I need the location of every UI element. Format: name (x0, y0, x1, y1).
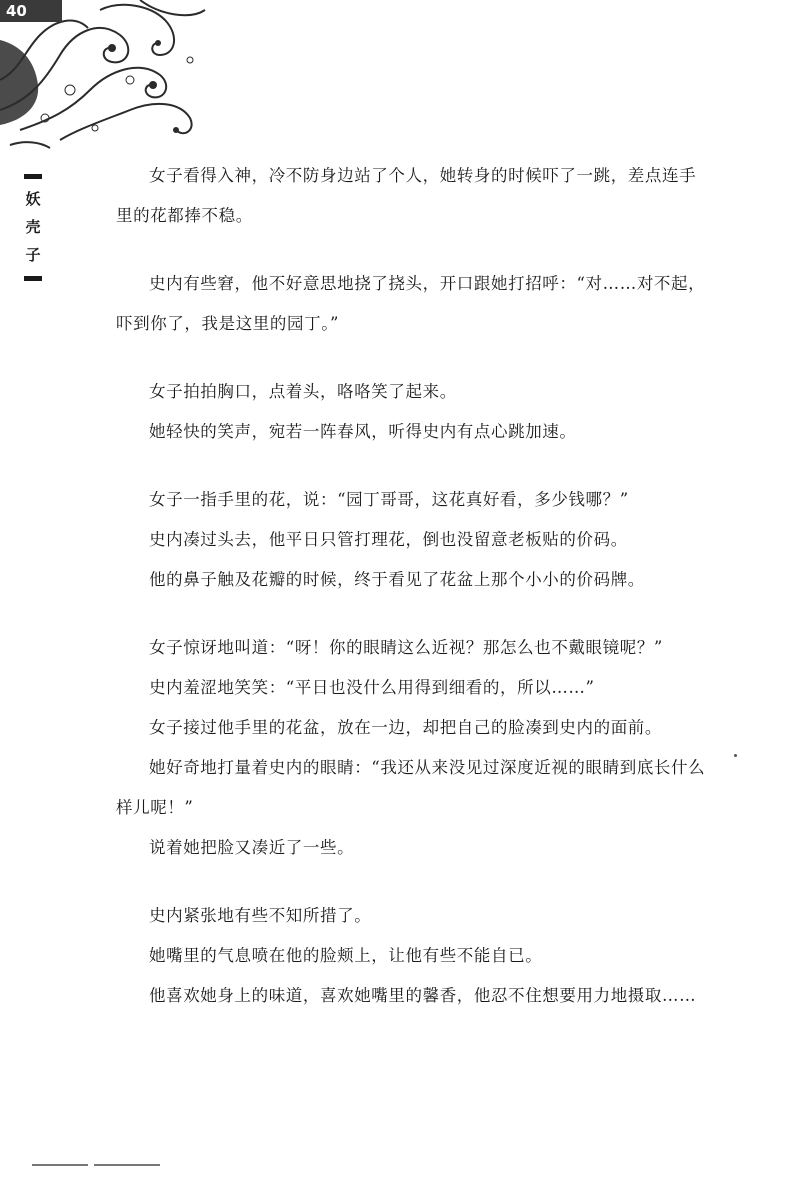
title-bottom-bracket (24, 276, 42, 281)
title-char: 壳 (25, 218, 41, 236)
paragraph: 女子拍拍胸口，点着头，咯咯笑了起来。 (149, 382, 457, 401)
paragraph: 女子一指手里的花，说：“园丁哥哥，这花真好看，多少钱哪？” (149, 490, 629, 509)
footer-line (32, 1164, 88, 1166)
paragraph: 女子看得入神，冷不防身边站了个人，她转身的时候吓了一跳，差点连手里的花都捧不稳。 (116, 166, 697, 225)
paragraph: 她嘴里的气息喷在他的脸颊上，让他有些不能自已。 (149, 946, 543, 965)
paragraph: 史内凑过头去，他平日只管打理花，倒也没留意老板贴的价码。 (149, 530, 628, 549)
title-char: 子 (25, 246, 41, 264)
stray-mark (734, 754, 737, 757)
paragraph: 他的鼻子触及花瓣的时候，终于看见了花盆上那个小小的价码牌。 (149, 570, 645, 589)
paragraph: 他喜欢她身上的味道，喜欢她嘴里的馨香，他忍不住想要用力地摄取…… (149, 986, 697, 1005)
paragraph: 女子惊讶地叫道：“呀！你的眼睛这么近视？那怎么也不戴眼镜呢？” (149, 638, 663, 657)
paragraph: 她好奇地打量着史内的眼睛：“我还从来没见过深度近视的眼睛到底长什么样儿呢！” (116, 758, 706, 817)
footer-line (94, 1164, 160, 1166)
decorative-swirl-ornament (0, 0, 230, 150)
paragraph: 史内羞涩地笑笑：“平日也没什么用得到细看的，所以……” (149, 678, 595, 697)
paragraph: 说着她把脸又凑近了一些。 (149, 838, 355, 857)
running-title (22, 174, 44, 281)
paragraph: 史内有些窘，他不好意思地挠了挠头，开口跟她打招呼：“对……对不起，吓到你了，我是这里的园丁。” (116, 274, 706, 333)
title-char: 妖 (25, 190, 41, 208)
body-text (116, 156, 708, 1016)
paragraph: 史内紧张地有些不知所措了。 (149, 906, 372, 925)
page-number: 40 (0, 0, 62, 22)
title-top-bracket (24, 174, 42, 179)
paragraph: 她轻快的笑声，宛若一阵春风，听得史内有点心跳加速。 (149, 422, 577, 441)
paragraph: 女子接过他手里的花盆，放在一边，却把自己的脸凑到史内的面前。 (149, 718, 662, 737)
